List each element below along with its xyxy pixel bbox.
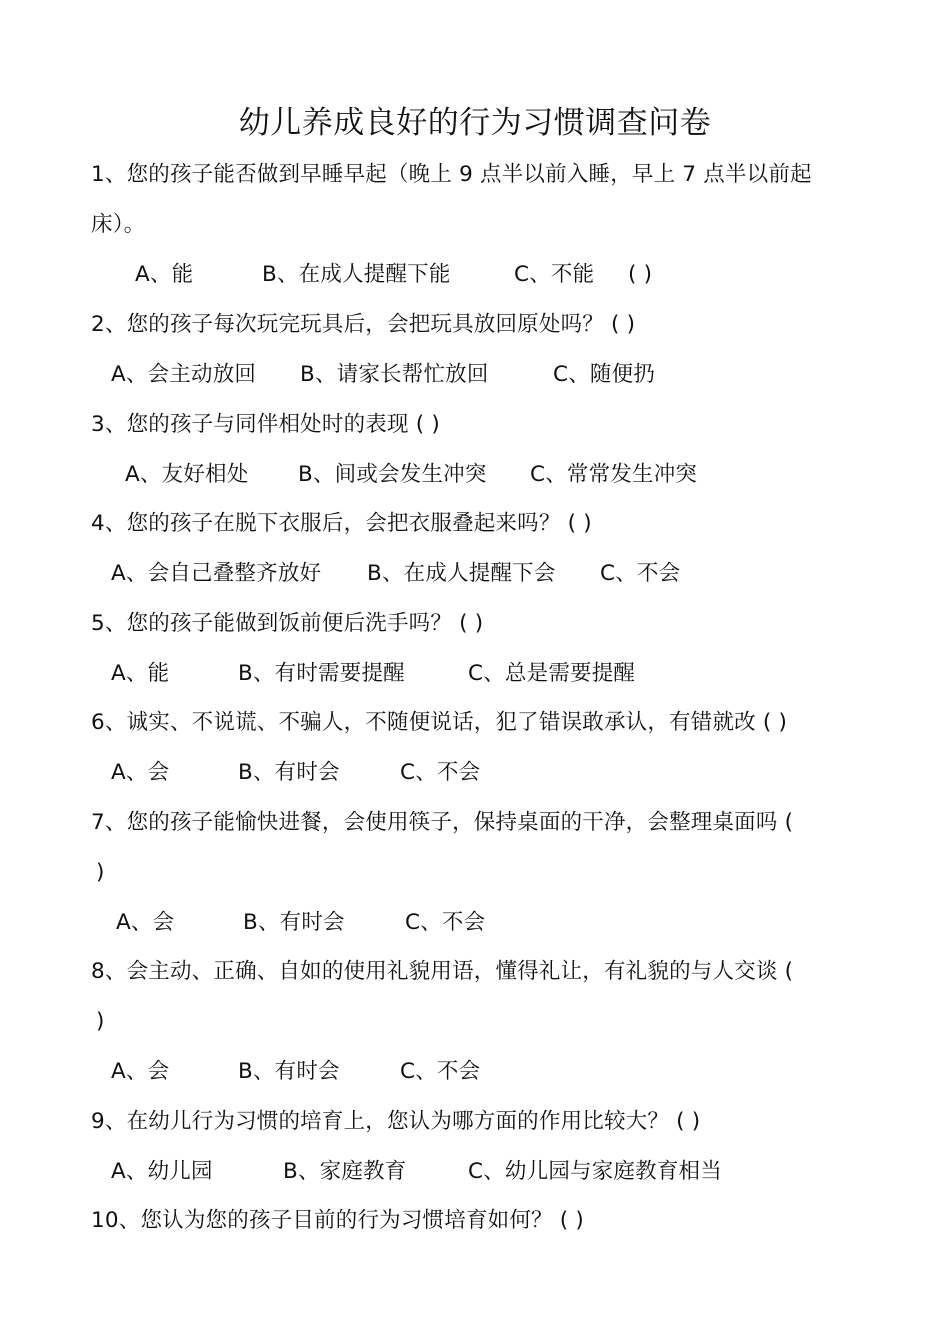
question-5-option-a: A、能 [111, 661, 170, 686]
question-4-text: 4、您的孩子在脱下衣服后，会把衣服叠起来吗？ ( ) [91, 511, 592, 536]
question-7-option-b: B、有时会 [243, 910, 345, 935]
question-1-option-c: C、不能 [514, 262, 595, 287]
question-9-option-c: C、幼儿园与家庭教育相当 [468, 1159, 722, 1184]
question-3-text: 3、您的孩子与同伴相处时的表现 ( ) [91, 412, 440, 437]
question-9-option-b: B、家庭教育 [283, 1159, 407, 1184]
question-10-text: 10、您认为您的孩子目前的行为习惯培育如何？ ( ) [91, 1208, 585, 1233]
question-3-option-b: B、间或会发生冲突 [298, 462, 487, 487]
question-6-option-a: A、会 [111, 760, 170, 785]
question-1-option-a: A、能 [135, 262, 194, 287]
question-7-line-2: ) [96, 860, 105, 885]
question-8-option-a: A、会 [111, 1059, 170, 1084]
question-4-option-a: A、会自己叠整齐放好 [111, 561, 322, 586]
question-9-option-a: A、幼儿园 [111, 1159, 213, 1184]
question-7-option-a: A、会 [116, 910, 175, 935]
question-2-option-b: B、请家长帮忙放回 [300, 362, 489, 387]
question-1-line-2: 床）。 [91, 212, 146, 237]
question-1-line-1: 1、您的孩子能否做到早睡早起（晚上 9 点半以前入睡，早上 7 点半以前起 [91, 162, 812, 187]
question-7-line-1: 7、您的孩子能愉快进餐，会使用筷子，保持桌面的干净，会整理桌面吗 ( [91, 810, 794, 835]
question-5-option-b: B、有时需要提醒 [238, 661, 405, 686]
question-4-option-b: B、在成人提醒下会 [367, 561, 556, 586]
question-1-option-b: B、在成人提醒下能 [262, 262, 451, 287]
question-4-option-c: C、不会 [600, 561, 681, 586]
question-9-text: 9、在幼儿行为习惯的培育上，您认为哪方面的作用比较大？ ( ) [91, 1109, 701, 1134]
question-2-option-c: C、随便扔 [553, 362, 656, 387]
question-6-option-c: C、不会 [400, 760, 481, 785]
question-5-text: 5、您的孩子能做到饭前便后洗手吗？ ( ) [91, 611, 484, 636]
question-8-option-c: C、不会 [400, 1059, 481, 1084]
question-2-option-a: A、会主动放回 [111, 362, 257, 387]
question-6-text: 6、诚实、不说谎、不骗人，不随便说话，犯了错误敢承认，有错就改 ( ) [91, 710, 788, 735]
question-7-option-c: C、不会 [405, 910, 486, 935]
question-8-line-1: 8、会主动、正确、自如的使用礼貌用语，懂得礼让，有礼貌的与人交谈 ( [91, 959, 794, 984]
question-8-option-b: B、有时会 [238, 1059, 340, 1084]
question-1-answer-blank: ( ) [628, 262, 653, 287]
question-8-line-2: ) [96, 1009, 105, 1034]
question-2-text: 2、您的孩子每次玩完玩具后，会把玩具放回原处吗？ ( ) [91, 312, 636, 337]
document-title: 幼儿养成良好的行为习惯调查问卷 [238, 105, 712, 141]
question-3-option-c: C、常常发生冲突 [530, 462, 698, 487]
question-3-option-a: A、友好相处 [125, 462, 249, 487]
question-5-option-c: C、总是需要提醒 [468, 661, 636, 686]
question-6-option-b: B、有时会 [238, 760, 340, 785]
